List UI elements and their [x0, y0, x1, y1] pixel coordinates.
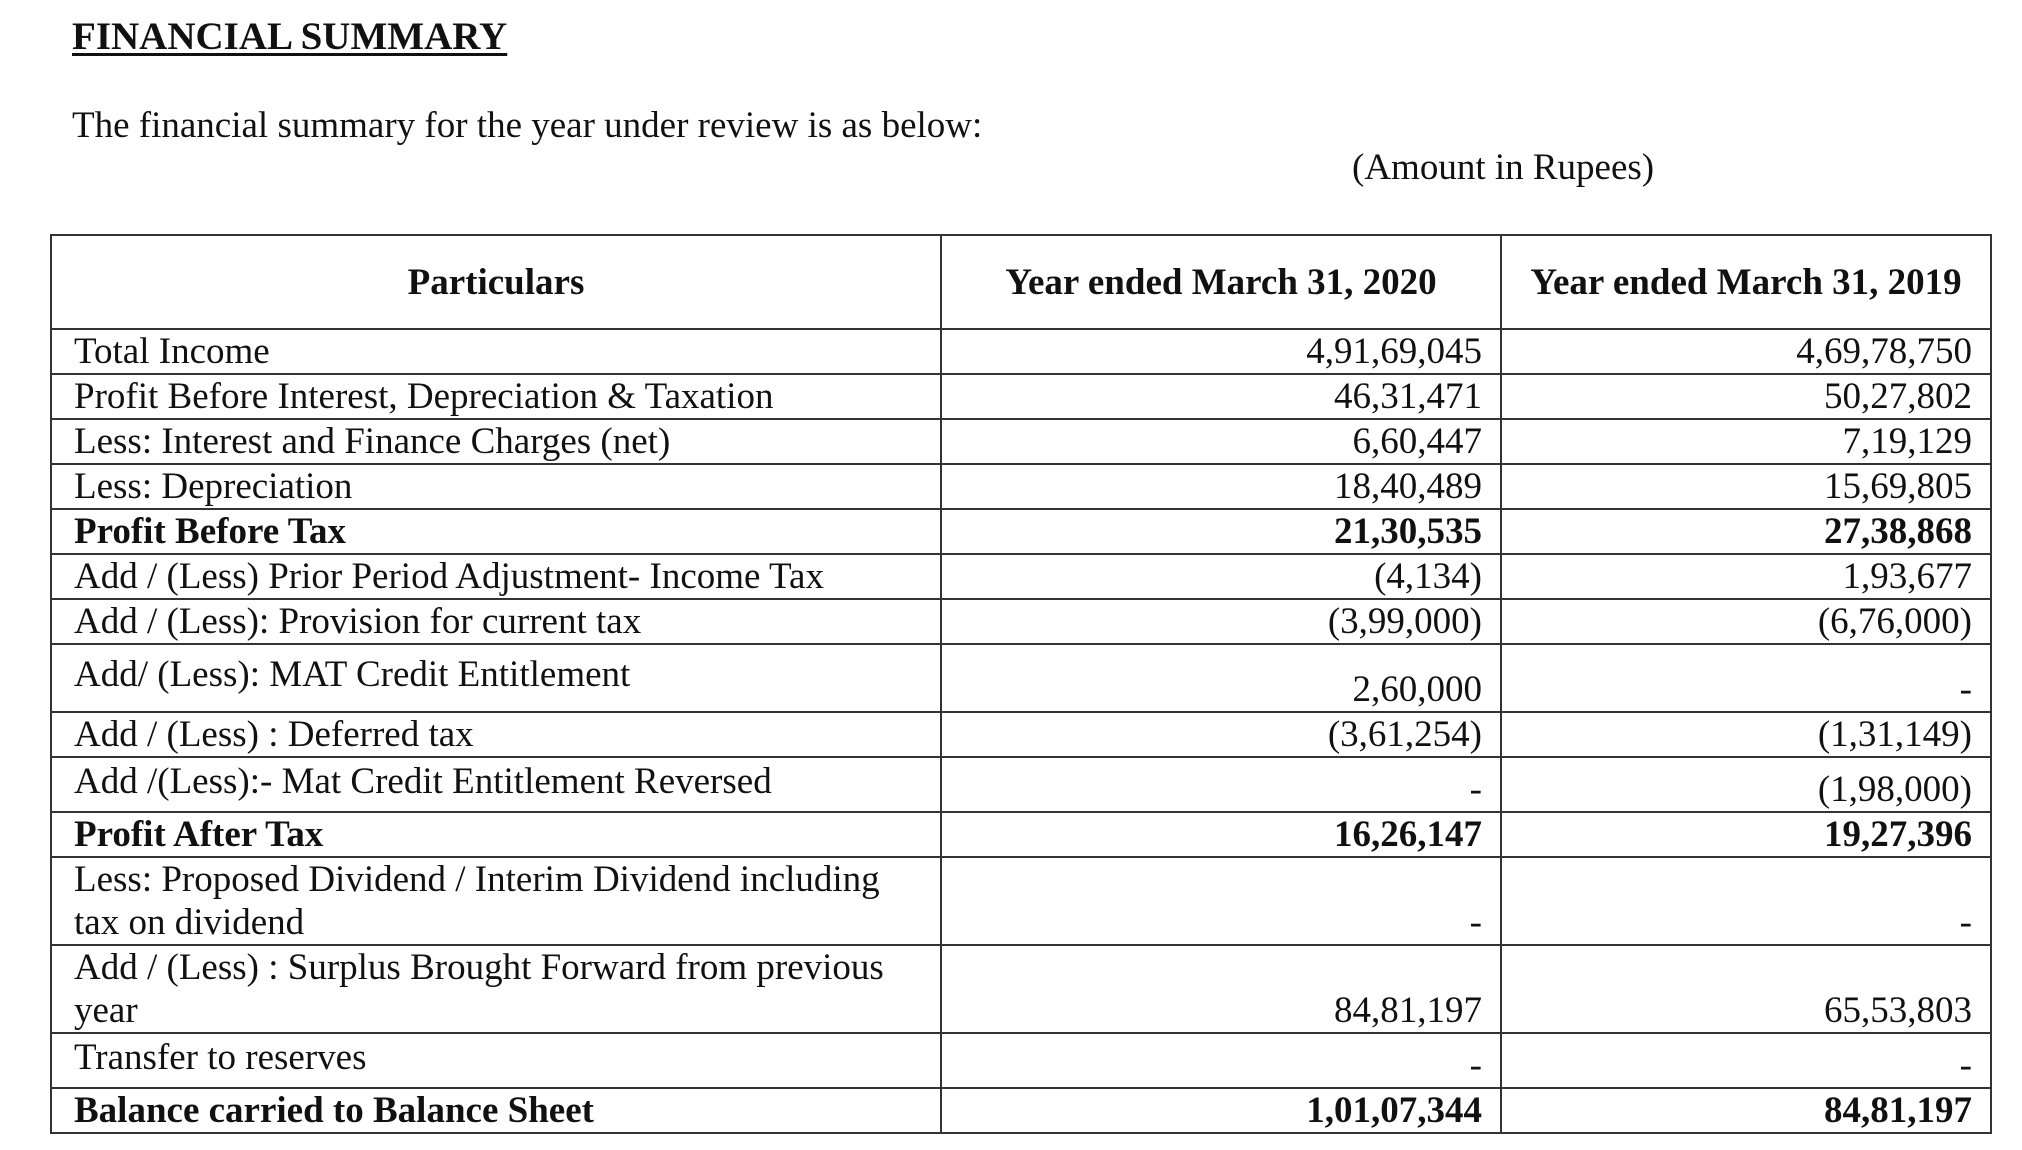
table-row: [51, 464, 1991, 509]
row-label: Profit After Tax: [51, 812, 941, 857]
document-heading: FINANCIAL SUMMARY: [72, 15, 508, 58]
value-fy2020: (3,99,000): [941, 599, 1501, 644]
row-label: Add /(Less):- Mat Credit Entitlement Reversed: [51, 757, 941, 812]
table-row: [51, 419, 1991, 464]
value-fy2019: (1,98,000): [1501, 757, 1991, 812]
table-row: [51, 1088, 1991, 1133]
table-row: [51, 554, 1991, 599]
value-fy2019: 15,69,805: [1501, 464, 1991, 509]
table-row: [51, 329, 1991, 374]
row-label: Add / (Less) : Surplus Brought Forward from previous year: [51, 945, 941, 1033]
table-row: [51, 644, 1991, 712]
row-label: Profit Before Interest, Depreciation & Taxation: [51, 374, 941, 419]
financial-summary-table: [50, 234, 1992, 1134]
value-fy2020: -: [941, 1033, 1501, 1088]
intro-text: The financial summary for the year under review is as below:: [72, 105, 983, 146]
value-fy2020: -: [941, 857, 1501, 945]
row-label: Add / (Less): Provision for current tax: [51, 599, 941, 644]
row-label: Less: Depreciation: [51, 464, 941, 509]
table-row: [51, 509, 1991, 554]
value-fy2020: 84,81,197: [941, 945, 1501, 1033]
row-label: Less: Interest and Finance Charges (net): [51, 419, 941, 464]
value-fy2020: 21,30,535: [941, 509, 1501, 554]
table-row: [51, 945, 1991, 1033]
value-fy2020: 6,60,447: [941, 419, 1501, 464]
value-fy2019: 65,53,803: [1501, 945, 1991, 1033]
row-label: Add / (Less) : Deferred tax: [51, 712, 941, 757]
row-label: Add / (Less) Prior Period Adjustment- Income Tax: [51, 554, 941, 599]
table-row: [51, 812, 1991, 857]
table-row: [51, 712, 1991, 757]
value-fy2019: 4,69,78,750: [1501, 329, 1991, 374]
value-fy2020: 4,91,69,045: [941, 329, 1501, 374]
value-fy2019: 1,93,677: [1501, 554, 1991, 599]
value-fy2019: -: [1501, 857, 1991, 945]
value-fy2020: (4,134): [941, 554, 1501, 599]
table-row: [51, 599, 1991, 644]
value-fy2020: 1,01,07,344: [941, 1088, 1501, 1133]
row-label: Less: Proposed Dividend / Interim Dividend including tax on dividend: [51, 857, 941, 945]
header-fy2019: Year ended March 31, 2019: [1501, 235, 1991, 329]
table-row: [51, 757, 1991, 812]
value-fy2019: (1,31,149): [1501, 712, 1991, 757]
header-fy2020: Year ended March 31, 2020: [941, 235, 1501, 329]
value-fy2019: 7,19,129: [1501, 419, 1991, 464]
value-fy2020: 2,60,000: [941, 644, 1501, 712]
row-label: Transfer to reserves: [51, 1033, 941, 1088]
value-fy2020: (3,61,254): [941, 712, 1501, 757]
value-fy2019: 19,27,396: [1501, 812, 1991, 857]
value-fy2019: 27,38,868: [1501, 509, 1991, 554]
row-label: Total Income: [51, 329, 941, 374]
value-fy2020: 46,31,471: [941, 374, 1501, 419]
header-particulars: Particulars: [51, 235, 941, 329]
row-label: Add/ (Less): MAT Credit Entitlement: [51, 644, 941, 712]
value-fy2019: 84,81,197: [1501, 1088, 1991, 1133]
row-label: Balance carried to Balance Sheet: [51, 1088, 941, 1133]
value-fy2020: -: [941, 757, 1501, 812]
table-row: [51, 1033, 1991, 1088]
value-fy2019: -: [1501, 644, 1991, 712]
header-row: [51, 235, 1991, 329]
value-fy2019: (6,76,000): [1501, 599, 1991, 644]
value-fy2019: 50,27,802: [1501, 374, 1991, 419]
value-fy2020: 16,26,147: [941, 812, 1501, 857]
table-row: [51, 374, 1991, 419]
value-fy2020: 18,40,489: [941, 464, 1501, 509]
table-row: [51, 857, 1991, 945]
value-fy2019: -: [1501, 1033, 1991, 1088]
row-label: Profit Before Tax: [51, 509, 941, 554]
amount-unit-note: (Amount in Rupees): [1352, 147, 1655, 188]
